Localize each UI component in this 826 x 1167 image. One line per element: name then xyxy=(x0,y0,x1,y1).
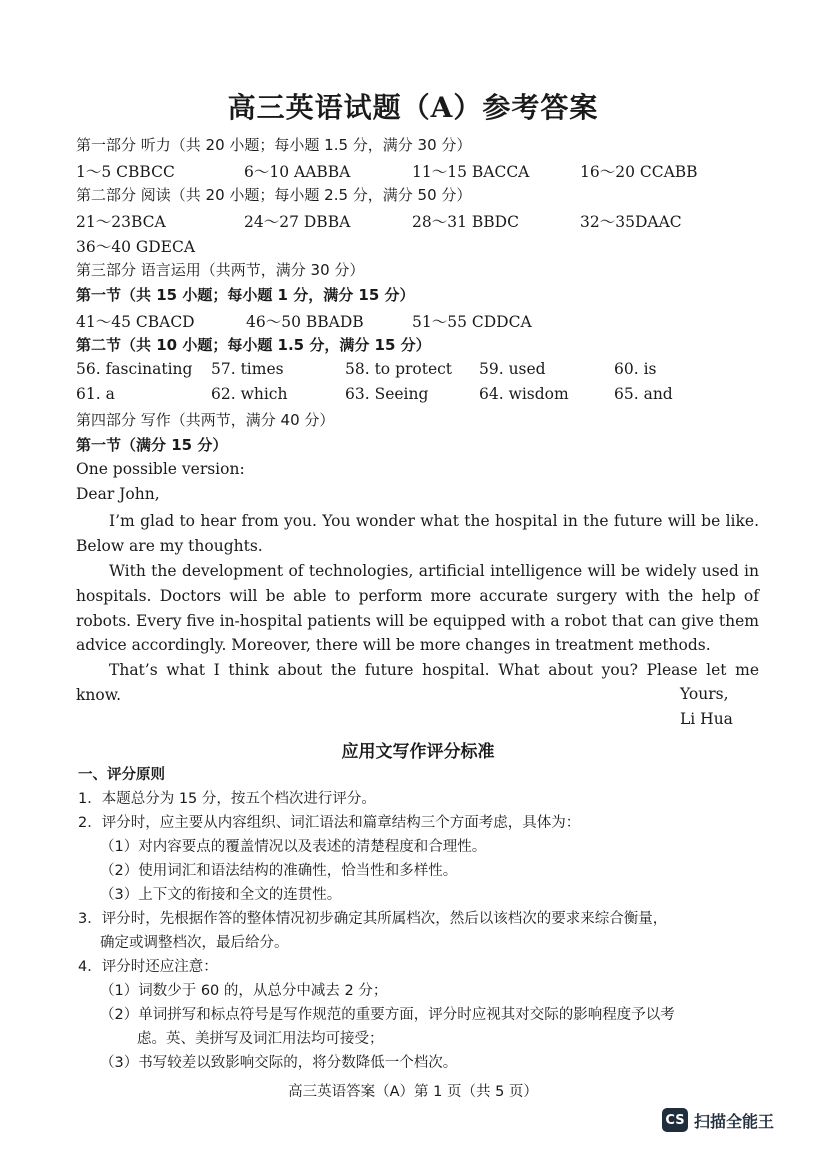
letter-paragraph: That’s what I think about the future hospital. What about you? Please let me know. xyxy=(76,661,759,704)
answer-group: 32～35DAAC xyxy=(580,213,682,231)
rubric-subitem-continued: 虑。英、美拼写及词汇用法均可接受； xyxy=(137,1031,384,1047)
answer-item: 58. to protect xyxy=(345,360,453,378)
answer-group: 51～55 CDDCA xyxy=(412,313,532,331)
letter-greeting: Dear John, xyxy=(76,485,160,503)
answer-group: 36～40 GDECA xyxy=(76,238,196,256)
part1-header: 第一部分 听力（共 20 小题；每小题 1.5 分，满分 30 分） xyxy=(76,136,472,154)
answer-item: 56. fascinating xyxy=(76,360,193,378)
part3-header: 第三部分 语言运用（共两节，满分 30 分） xyxy=(76,261,365,279)
answer-item: 61. a xyxy=(76,385,115,403)
page-footer: 高三英语答案（A）第 1 页（共 5 页） xyxy=(288,1084,538,1100)
rubric-item-continued: 确定或调整档次，最后给分。 xyxy=(100,935,289,951)
rubric-title: 应用文写作评分标准 xyxy=(341,742,495,762)
answer-group: 41～45 CBACD xyxy=(76,313,195,331)
rubric-item: 4．评分时还应注意： xyxy=(78,959,218,975)
rubric-item: 3．评分时，先根据作答的整体情况初步确定其所属档次，然后以该档次的要求来综合衡量， xyxy=(78,911,668,927)
rubric-item: 1．本题总分为 15 分，按五个档次进行评分。 xyxy=(78,791,376,807)
rubric-subitem: （1）词数少于 60 的，从总分中减去 2 分； xyxy=(100,983,388,999)
answer-group: 24～27 DBBA xyxy=(244,213,351,231)
letter-paragraph: With the development of technologies, artificial intelligence will be widely used in hospitals. Doctors will be able to perform more accurate surgery with the help of robots. Every five in-hospital patients will be equipped with a robot that can give them advice accordingly. Moreover, there will be more changes in treatment methods. xyxy=(76,562,759,655)
rubric-heading: 一、评分原则 xyxy=(78,767,165,783)
part3-section1-header: 第一节（共 15 小题；每小题 1 分，满分 15 分） xyxy=(76,286,415,304)
part3-section2-header: 第二节（共 10 小题；每小题 1.5 分，满分 15 分） xyxy=(76,336,431,354)
answer-group: 21～23BCA xyxy=(76,213,166,231)
answer-group: 6～10 AABBA xyxy=(244,163,351,181)
answer-item: 64. wisdom xyxy=(479,385,569,403)
scanner-watermark xyxy=(662,1108,774,1132)
letter-signature: Li Hua xyxy=(680,710,733,728)
rubric-item: 2．评分时，应主要从内容组织、词汇语法和篇章结构三个方面考虑，具体为： xyxy=(78,815,581,831)
letter-closing: Yours, xyxy=(680,685,729,703)
answer-group: 46～50 BBADB xyxy=(246,313,364,331)
rubric-subitem: （3）上下文的衔接和全文的连贯性。 xyxy=(100,887,342,903)
rubric-subitem: （1）对内容要点的覆盖情况以及表述的清楚程度和合理性。 xyxy=(100,839,487,855)
scanner-brand-name: 扫描全能王 xyxy=(694,1111,775,1131)
answer-group: 1～5 CBBCC xyxy=(76,163,175,181)
answer-group: 28～31 BBDC xyxy=(412,213,519,231)
camscanner-logo-icon: CS xyxy=(662,1108,688,1132)
answer-item: 63. Seeing xyxy=(345,385,429,403)
page-title: 高三英语试题（A）参考答案 xyxy=(227,91,599,124)
version-label: One possible version: xyxy=(76,460,245,478)
letter-paragraph: I’m glad to hear from you. You wonder what the hospital in the future will be like. Below are my thoughts. xyxy=(76,512,759,555)
answer-item: 60. is xyxy=(614,360,657,378)
rubric-subitem: （2）单词拼写和标点符号是写作规范的重要方面，评分时应视其对交际的影响程度予以考 xyxy=(100,1007,675,1023)
answer-item: 62. which xyxy=(211,385,288,403)
answer-item: 59. used xyxy=(479,360,546,378)
answer-group: 11～15 BACCA xyxy=(412,163,530,181)
answer-item: 65. and xyxy=(614,385,673,403)
part2-header: 第二部分 阅读（共 20 小题；每小题 2.5 分，满分 50 分） xyxy=(76,186,472,204)
part4-header: 第四部分 写作（共两节，满分 40 分） xyxy=(76,411,335,429)
answer-item: 57. times xyxy=(211,360,284,378)
part4-section1-header: 第一节（满分 15 分） xyxy=(76,436,228,454)
rubric-subitem: （3）书写较差以致影响交际的，将分数降低一个档次。 xyxy=(100,1055,458,1071)
answer-group: 16～20 CCABB xyxy=(580,163,698,181)
rubric-subitem: （2）使用词汇和语法结构的准确性，恰当性和多样性。 xyxy=(100,863,458,879)
